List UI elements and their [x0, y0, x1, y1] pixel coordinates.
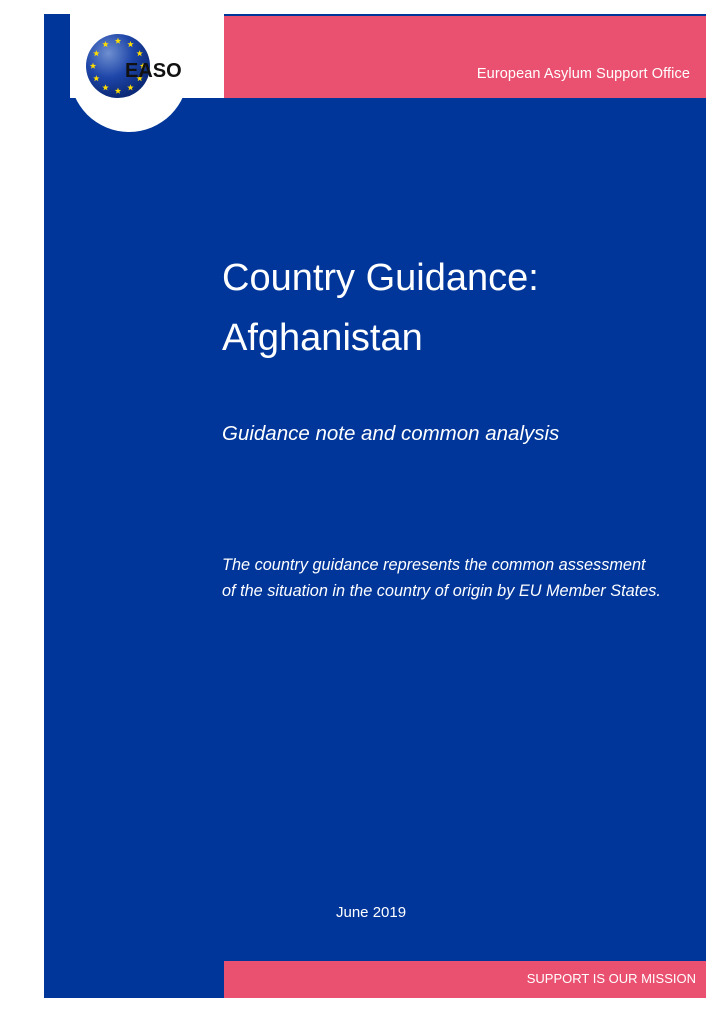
title-line-2: Afghanistan — [222, 317, 423, 359]
mission-motto: SUPPORT IS OUR MISSION — [526, 971, 696, 986]
organisation-name: European Asylum Support Office — [476, 66, 690, 82]
page-title — [222, 248, 539, 368]
title-line-1: Country Guidance: — [222, 257, 539, 299]
subtitle: Guidance note and common analysis — [222, 422, 560, 445]
statement: The country guidance represents the common assessment of the situation in the country of origin by EU Member States. — [222, 556, 661, 600]
header-band — [224, 16, 706, 98]
logo-text: EASO — [125, 60, 182, 82]
footer-band — [224, 961, 706, 998]
publication-date: June 2019 — [336, 904, 407, 921]
easo-logo-icon — [80, 28, 200, 108]
cover-background — [44, 14, 706, 998]
